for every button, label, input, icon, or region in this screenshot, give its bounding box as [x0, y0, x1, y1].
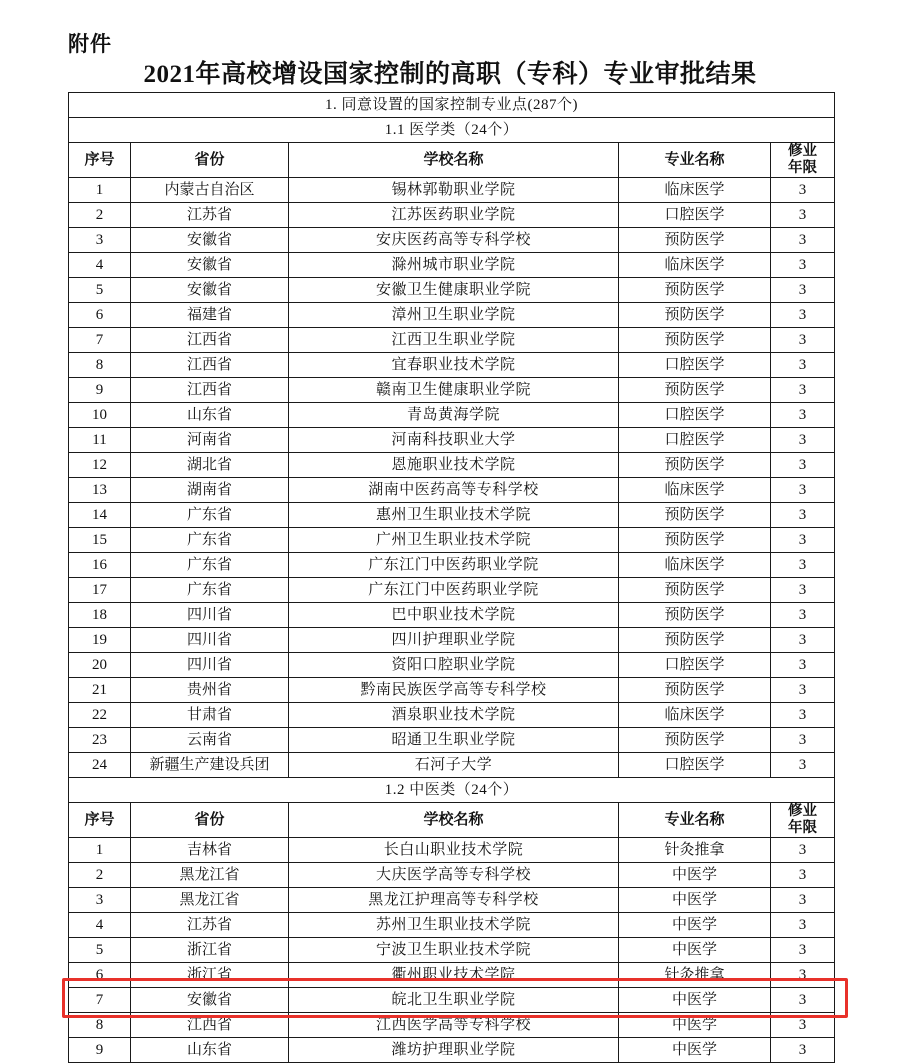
cell-major: 预防医学	[619, 603, 771, 628]
header-years	[771, 143, 835, 178]
page-title: 2021年高校增设国家控制的高职（专科）专业审批结果	[143, 61, 757, 88]
table-row	[69, 653, 835, 678]
cell-years: 3	[771, 1013, 835, 1038]
cell-school: 石河子大学	[289, 753, 619, 778]
cell-major: 预防医学	[619, 378, 771, 403]
cell-school: 江西卫生职业学院	[289, 328, 619, 353]
cell-major: 临床医学	[619, 253, 771, 278]
cell-province: 浙江省	[131, 963, 289, 988]
cell-province: 福建省	[131, 303, 289, 328]
header-school: 学校名称	[289, 143, 619, 178]
table-row	[69, 353, 835, 378]
cell-no: 15	[69, 528, 131, 553]
table-header-row	[69, 803, 835, 838]
cell-school: 黔南民族医学高等专科学校	[289, 678, 619, 703]
cell-major: 口腔医学	[619, 753, 771, 778]
cell-school: 四川护理职业学院	[289, 628, 619, 653]
cell-no: 24	[69, 753, 131, 778]
cell-province: 甘肃省	[131, 703, 289, 728]
table-row	[69, 278, 835, 303]
cell-school: 黑龙江护理高等专科学校	[289, 888, 619, 913]
cell-years: 3	[771, 278, 835, 303]
table-row	[69, 938, 835, 963]
cell-school: 广东江门中医药职业学院	[289, 578, 619, 603]
cell-province: 黑龙江省	[131, 888, 289, 913]
section-1-1-label: 1.1 医学类（24个）	[69, 118, 835, 143]
cell-major: 中医学	[619, 1038, 771, 1063]
cell-years: 3	[771, 528, 835, 553]
attachment-label: 附件	[68, 32, 112, 56]
cell-major: 预防医学	[619, 303, 771, 328]
table-row	[69, 203, 835, 228]
table-row	[69, 478, 835, 503]
cell-major: 口腔医学	[619, 403, 771, 428]
cell-school: 宁波卫生职业技术学院	[289, 938, 619, 963]
cell-major: 中医学	[619, 988, 771, 1013]
cell-province: 安徽省	[131, 253, 289, 278]
cell-major: 中医学	[619, 888, 771, 913]
header-province: 省份	[131, 803, 289, 838]
cell-province: 安徽省	[131, 228, 289, 253]
cell-major: 临床医学	[619, 178, 771, 203]
cell-major: 中医学	[619, 1013, 771, 1038]
table-row	[69, 728, 835, 753]
cell-school: 巴中职业技术学院	[289, 603, 619, 628]
cell-years: 3	[771, 203, 835, 228]
cell-no: 2	[69, 863, 131, 888]
cell-province: 四川省	[131, 653, 289, 678]
cell-major: 预防医学	[619, 578, 771, 603]
cell-province: 云南省	[131, 728, 289, 753]
cell-major: 针灸推拿	[619, 963, 771, 988]
cell-school: 青岛黄海学院	[289, 403, 619, 428]
cell-major: 预防医学	[619, 328, 771, 353]
cell-years: 3	[771, 353, 835, 378]
cell-no: 7	[69, 988, 131, 1013]
section-1-2-label: 1.2 中医类（24个）	[69, 778, 835, 803]
header-no: 序号	[69, 143, 131, 178]
header-major: 专业名称	[619, 143, 771, 178]
cell-province: 浙江省	[131, 938, 289, 963]
cell-province: 黑龙江省	[131, 863, 289, 888]
cell-major: 中医学	[619, 863, 771, 888]
cell-major: 临床医学	[619, 553, 771, 578]
cell-years: 3	[771, 678, 835, 703]
table-row	[69, 553, 835, 578]
table-row	[69, 988, 835, 1013]
cell-major: 口腔医学	[619, 653, 771, 678]
cell-major: 预防医学	[619, 503, 771, 528]
table-row	[69, 453, 835, 478]
header-years-line1: 修业	[788, 803, 817, 819]
cell-province: 内蒙古自治区	[131, 178, 289, 203]
medical-table-body	[69, 93, 835, 803]
table-row	[69, 328, 835, 353]
cell-major: 口腔医学	[619, 353, 771, 378]
table-row	[69, 503, 835, 528]
table-row	[69, 603, 835, 628]
cell-years: 3	[771, 178, 835, 203]
cell-province: 江苏省	[131, 913, 289, 938]
cell-no: 7	[69, 328, 131, 353]
tcm-table-body	[69, 803, 835, 1063]
cell-no: 3	[69, 228, 131, 253]
table-row	[69, 888, 835, 913]
cell-no: 1	[69, 178, 131, 203]
tables-container	[68, 92, 834, 1063]
cell-province: 山东省	[131, 403, 289, 428]
cell-years: 3	[771, 253, 835, 278]
header-major: 专业名称	[619, 803, 771, 838]
cell-years: 3	[771, 428, 835, 453]
table-row	[69, 838, 835, 863]
cell-years: 3	[771, 453, 835, 478]
header-years-line2: 年限	[788, 160, 817, 176]
cell-years: 3	[771, 703, 835, 728]
cell-no: 21	[69, 678, 131, 703]
cell-province: 广东省	[131, 578, 289, 603]
cell-years: 3	[771, 578, 835, 603]
cell-years: 3	[771, 403, 835, 428]
cell-no: 17	[69, 578, 131, 603]
cell-school: 滁州城市职业学院	[289, 253, 619, 278]
cell-school: 大庆医学高等专科学校	[289, 863, 619, 888]
cell-years: 3	[771, 888, 835, 913]
cell-no: 4	[69, 913, 131, 938]
cell-province: 江西省	[131, 1013, 289, 1038]
cell-school: 安徽卫生健康职业学院	[289, 278, 619, 303]
cell-years: 3	[771, 303, 835, 328]
cell-years: 3	[771, 753, 835, 778]
cell-no: 19	[69, 628, 131, 653]
cell-province: 广东省	[131, 553, 289, 578]
cell-school: 湖南中医药高等专科学校	[289, 478, 619, 503]
table-row	[69, 703, 835, 728]
cell-major: 预防医学	[619, 528, 771, 553]
section-1-label: 1. 同意设置的国家控制专业点(287个)	[69, 93, 835, 118]
cell-major: 临床医学	[619, 478, 771, 503]
cell-no: 9	[69, 378, 131, 403]
cell-school: 衢州职业技术学院	[289, 963, 619, 988]
tcm-table	[68, 802, 835, 1063]
cell-no: 18	[69, 603, 131, 628]
table-row	[69, 253, 835, 278]
cell-major: 预防医学	[619, 278, 771, 303]
cell-major: 临床医学	[619, 703, 771, 728]
cell-years: 3	[771, 603, 835, 628]
subsection-heading-row	[69, 778, 835, 803]
table-row	[69, 178, 835, 203]
cell-school: 广州卫生职业技术学院	[289, 528, 619, 553]
medical-table	[68, 92, 835, 803]
cell-province: 广东省	[131, 528, 289, 553]
cell-major: 预防医学	[619, 678, 771, 703]
cell-school: 恩施职业技术学院	[289, 453, 619, 478]
table-row	[69, 578, 835, 603]
section-heading-row	[69, 93, 835, 118]
cell-no: 5	[69, 938, 131, 963]
cell-school: 酒泉职业技术学院	[289, 703, 619, 728]
cell-province: 安徽省	[131, 278, 289, 303]
cell-no: 9	[69, 1038, 131, 1063]
table-row	[69, 1013, 835, 1038]
cell-years: 3	[771, 378, 835, 403]
table-row	[69, 863, 835, 888]
cell-province: 贵州省	[131, 678, 289, 703]
cell-school: 长白山职业技术学院	[289, 838, 619, 863]
cell-school: 皖北卫生职业学院	[289, 988, 619, 1013]
table-row	[69, 913, 835, 938]
cell-school: 江西医学高等专科学校	[289, 1013, 619, 1038]
cell-years: 3	[771, 503, 835, 528]
header-years-line2: 年限	[788, 820, 817, 836]
cell-province: 吉林省	[131, 838, 289, 863]
header-no: 序号	[69, 803, 131, 838]
cell-no: 4	[69, 253, 131, 278]
cell-no: 12	[69, 453, 131, 478]
cell-province: 四川省	[131, 628, 289, 653]
cell-school: 锡林郭勒职业学院	[289, 178, 619, 203]
cell-province: 四川省	[131, 603, 289, 628]
cell-school: 宜春职业技术学院	[289, 353, 619, 378]
cell-province: 江西省	[131, 353, 289, 378]
cell-province: 广东省	[131, 503, 289, 528]
table-row	[69, 1038, 835, 1063]
cell-province: 江西省	[131, 378, 289, 403]
cell-major: 预防医学	[619, 728, 771, 753]
cell-years: 3	[771, 478, 835, 503]
cell-major: 预防医学	[619, 628, 771, 653]
table-row	[69, 228, 835, 253]
cell-school: 惠州卫生职业技术学院	[289, 503, 619, 528]
cell-major: 中医学	[619, 913, 771, 938]
header-school: 学校名称	[289, 803, 619, 838]
table-row	[69, 753, 835, 778]
cell-no: 5	[69, 278, 131, 303]
table-row	[69, 378, 835, 403]
table-header-row	[69, 143, 835, 178]
header-years	[771, 803, 835, 838]
cell-province: 河南省	[131, 428, 289, 453]
cell-province: 江苏省	[131, 203, 289, 228]
table-row	[69, 428, 835, 453]
cell-school: 广东江门中医药职业学院	[289, 553, 619, 578]
cell-years: 3	[771, 228, 835, 253]
cell-years: 3	[771, 838, 835, 863]
cell-no: 22	[69, 703, 131, 728]
cell-years: 3	[771, 728, 835, 753]
cell-no: 8	[69, 1013, 131, 1038]
cell-major: 针灸推拿	[619, 838, 771, 863]
cell-school: 潍坊护理职业学院	[289, 1038, 619, 1063]
cell-province: 山东省	[131, 1038, 289, 1063]
cell-no: 16	[69, 553, 131, 578]
cell-no: 3	[69, 888, 131, 913]
table-row-highlighted	[69, 963, 835, 988]
cell-years: 3	[771, 653, 835, 678]
cell-major: 口腔医学	[619, 203, 771, 228]
table-row	[69, 403, 835, 428]
cell-province: 新疆生产建设兵团	[131, 753, 289, 778]
cell-school: 漳州卫生职业学院	[289, 303, 619, 328]
cell-no: 1	[69, 838, 131, 863]
cell-years: 3	[771, 1038, 835, 1063]
table-row	[69, 678, 835, 703]
cell-no: 13	[69, 478, 131, 503]
table-row	[69, 303, 835, 328]
cell-years: 3	[771, 328, 835, 353]
cell-no: 11	[69, 428, 131, 453]
cell-no: 2	[69, 203, 131, 228]
cell-province: 江西省	[131, 328, 289, 353]
cell-major: 预防医学	[619, 453, 771, 478]
cell-school: 赣南卫生健康职业学院	[289, 378, 619, 403]
cell-province: 湖北省	[131, 453, 289, 478]
cell-major: 预防医学	[619, 228, 771, 253]
cell-school: 昭通卫生职业学院	[289, 728, 619, 753]
table-row	[69, 628, 835, 653]
cell-years: 3	[771, 553, 835, 578]
cell-years: 3	[771, 863, 835, 888]
table-row	[69, 528, 835, 553]
subsection-heading-row	[69, 118, 835, 143]
cell-years: 3	[771, 938, 835, 963]
cell-school: 资阳口腔职业学院	[289, 653, 619, 678]
cell-major: 口腔医学	[619, 428, 771, 453]
cell-no: 10	[69, 403, 131, 428]
cell-province: 湖南省	[131, 478, 289, 503]
cell-years: 3	[771, 963, 835, 988]
cell-years: 3	[771, 913, 835, 938]
header-years-line1: 修业	[788, 143, 817, 159]
cell-no: 6	[69, 963, 131, 988]
cell-school: 安庆医药高等专科学校	[289, 228, 619, 253]
cell-no: 23	[69, 728, 131, 753]
cell-no: 6	[69, 303, 131, 328]
cell-school: 苏州卫生职业技术学院	[289, 913, 619, 938]
cell-no: 8	[69, 353, 131, 378]
cell-school: 江苏医药职业学院	[289, 203, 619, 228]
cell-major: 中医学	[619, 938, 771, 963]
cell-school: 河南科技职业大学	[289, 428, 619, 453]
cell-province: 安徽省	[131, 988, 289, 1013]
cell-no: 20	[69, 653, 131, 678]
cell-no: 14	[69, 503, 131, 528]
cell-years: 3	[771, 628, 835, 653]
header-province: 省份	[131, 143, 289, 178]
cell-years: 3	[771, 988, 835, 1013]
